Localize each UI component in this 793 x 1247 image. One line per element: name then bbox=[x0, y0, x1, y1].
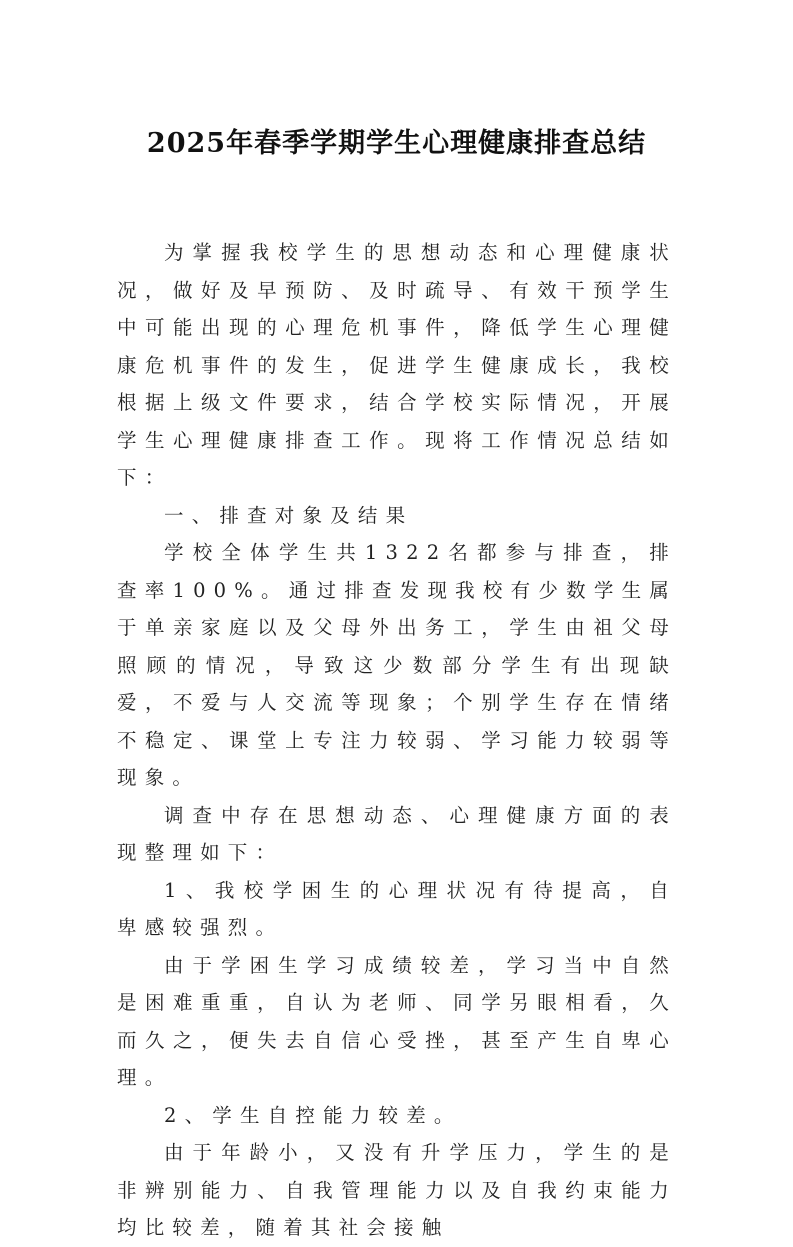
point-1-paragraph: 由于学困生学习成绩较差，学习当中自然是困难重重，自认为老师、同学另眼相看，久而久之，便失去自信心受挫，甚至产生自卑心理。 bbox=[117, 953, 677, 1089]
summary-lead-paragraph: 调查中存在思想动态、心理健康方面的表现整理如下： bbox=[117, 803, 677, 864]
document-title: 2025年春季学期学生心理健康排查总结 bbox=[146, 128, 647, 159]
intro-paragraph: 为掌握我校学生的思想动态和心理健康状况，做好及早预防、及时疏导、有效干预学生中可能出现的心理危机事件，降低学生心理健康危机事件的发生，促进学生健康成长，我校根据上级文件要求，结合学校实际情况，开展学生心理健康排查工作。现将工作情况总结如下： bbox=[117, 241, 677, 489]
section-heading-1: 一、排查对象及结果 bbox=[164, 503, 414, 527]
point-2-paragraph: 由于年龄小，又没有升学压力，学生的是非辨别能力、自我管理能力以及自我约束能力均比较差，随着其社会接触 bbox=[117, 1141, 677, 1239]
document-body bbox=[117, 234, 677, 1247]
point-2-heading: 2、学生自控能力较差。 bbox=[164, 1103, 462, 1127]
results-paragraph: 学校全体学生共1322名都参与排查，排查率100%。通过排查发现我校有少数学生属于单亲家庭以及父母外出务工，学生由祖父母照顾的情况，导致这少数部分学生有出现缺爱，不爱与人交流等现象；个别学生存在情绪不稳定、课堂上专注力较弱、学习能力较弱等现象。 bbox=[117, 541, 677, 789]
point-1-heading: 1、我校学困生的心理状况有待提高，自卑感较强烈。 bbox=[117, 878, 677, 939]
